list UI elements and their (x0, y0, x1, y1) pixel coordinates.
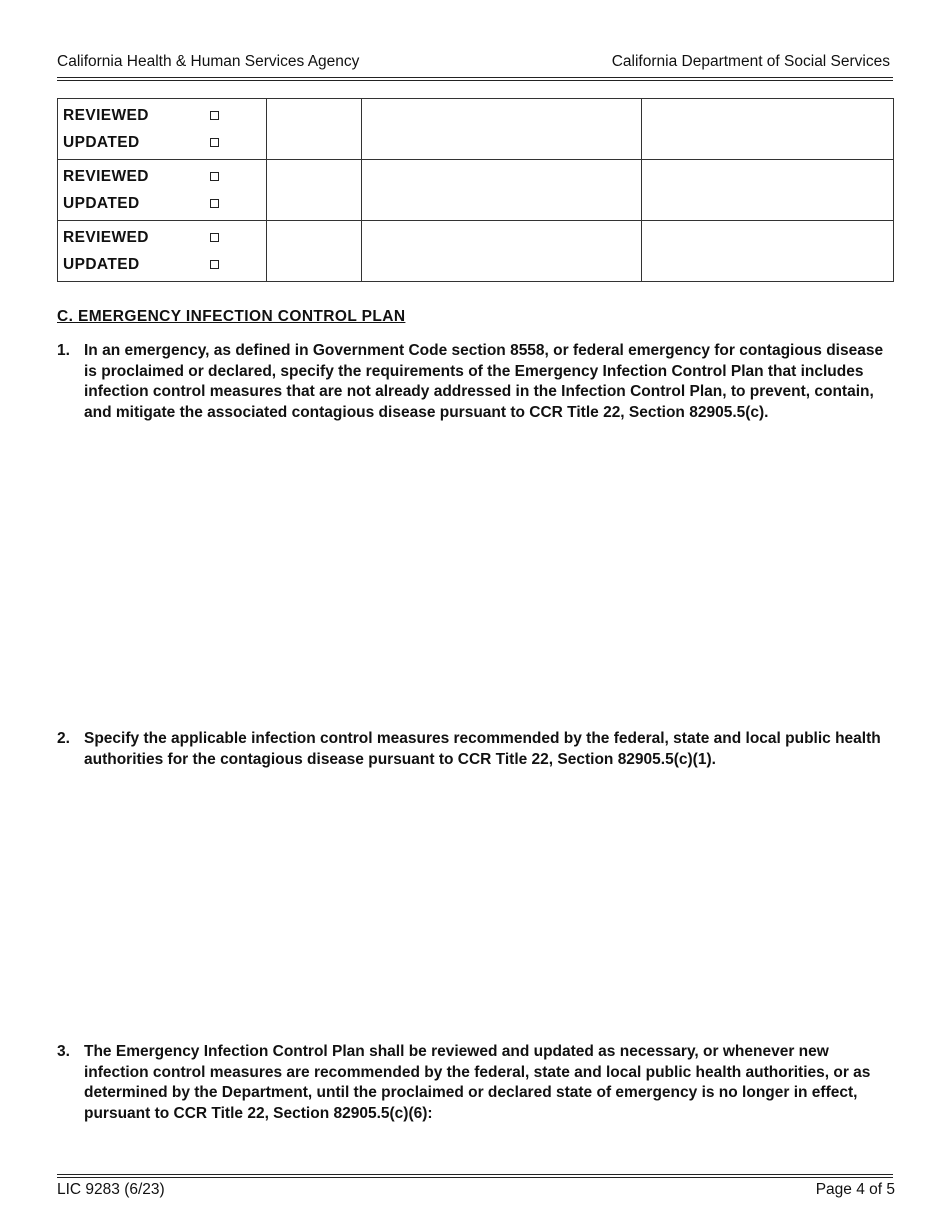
item-number: 1. (57, 342, 70, 359)
header-rule-double (57, 80, 893, 81)
section-title: C. EMERGENCY INFECTION CONTROL PLAN (57, 308, 406, 325)
date-field[interactable] (267, 160, 362, 221)
footer-rule-double (57, 1177, 893, 1178)
signature-field[interactable] (642, 160, 894, 221)
table-row (58, 221, 894, 282)
response-area-1[interactable] (84, 448, 890, 724)
updated-checkbox[interactable] (210, 138, 219, 147)
reviewed-checkbox[interactable] (210, 111, 219, 120)
updated-checkbox[interactable] (210, 260, 219, 269)
name-field[interactable] (362, 221, 642, 282)
agency-name: California Health & Human Services Agency (57, 53, 360, 70)
response-area-2[interactable] (84, 775, 890, 1035)
reviewed-checkbox[interactable] (210, 233, 219, 242)
status-cell (58, 221, 267, 282)
review-update-table (57, 98, 894, 282)
footer-rule (57, 1174, 893, 1175)
item-text: Specify the applicable infection control measures recommended by the federal, state and local public health authorities for the contagious disease pursuant to CCR Title 22, Section 82905.5(c)(1). (84, 730, 881, 768)
table-row (58, 160, 894, 221)
question-item-3 (57, 1042, 897, 1124)
page-number: Page 4 of 5 (815, 1181, 895, 1198)
item-number: 2. (57, 730, 70, 747)
response-area-3[interactable] (84, 1128, 890, 1170)
signature-field[interactable] (642, 221, 894, 282)
table-row (58, 99, 894, 160)
updated-label: UPDATED (63, 194, 140, 212)
item-text: In an emergency, as defined in Government Code section 8558, or federal emergency for contagious disease is proclaimed or declared, specify the requirements of the Emergency Infection Control Plan that includes infection control measures that are not already addressed in the Infection Control Plan, to prevent, contain, and mitigate the associated contagious disease pursuant to CCR Title 22, Section 82905.5(c). (84, 342, 884, 421)
reviewed-checkbox[interactable] (210, 172, 219, 181)
department-name: California Department of Social Services (611, 53, 890, 70)
name-field[interactable] (362, 160, 642, 221)
header-rule (57, 77, 893, 78)
reviewed-label: REVIEWED (63, 106, 149, 124)
date-field[interactable] (267, 221, 362, 282)
status-cell (58, 99, 267, 160)
signature-field[interactable] (642, 99, 894, 160)
item-text: The Emergency Infection Control Plan shall be reviewed and updated as necessary, or whenever new infection control measures are recommended by the federal, state and local public health authorities, or as determined by the Department, until the proclaimed or declared state of emergency is no longer in effect, pursuant to CCR Title 22, Section 82905.5(c)(6): (84, 1043, 871, 1122)
updated-label: UPDATED (63, 133, 140, 151)
reviewed-label: REVIEWED (63, 167, 149, 185)
updated-checkbox[interactable] (210, 199, 219, 208)
reviewed-label: REVIEWED (63, 228, 149, 246)
item-number: 3. (57, 1043, 70, 1060)
question-item-1 (57, 341, 897, 423)
updated-label: UPDATED (63, 255, 140, 273)
question-item-2 (57, 729, 897, 770)
name-field[interactable] (362, 99, 642, 160)
status-cell (58, 160, 267, 221)
form-id: LIC 9283 (6/23) (57, 1181, 165, 1198)
date-field[interactable] (267, 99, 362, 160)
